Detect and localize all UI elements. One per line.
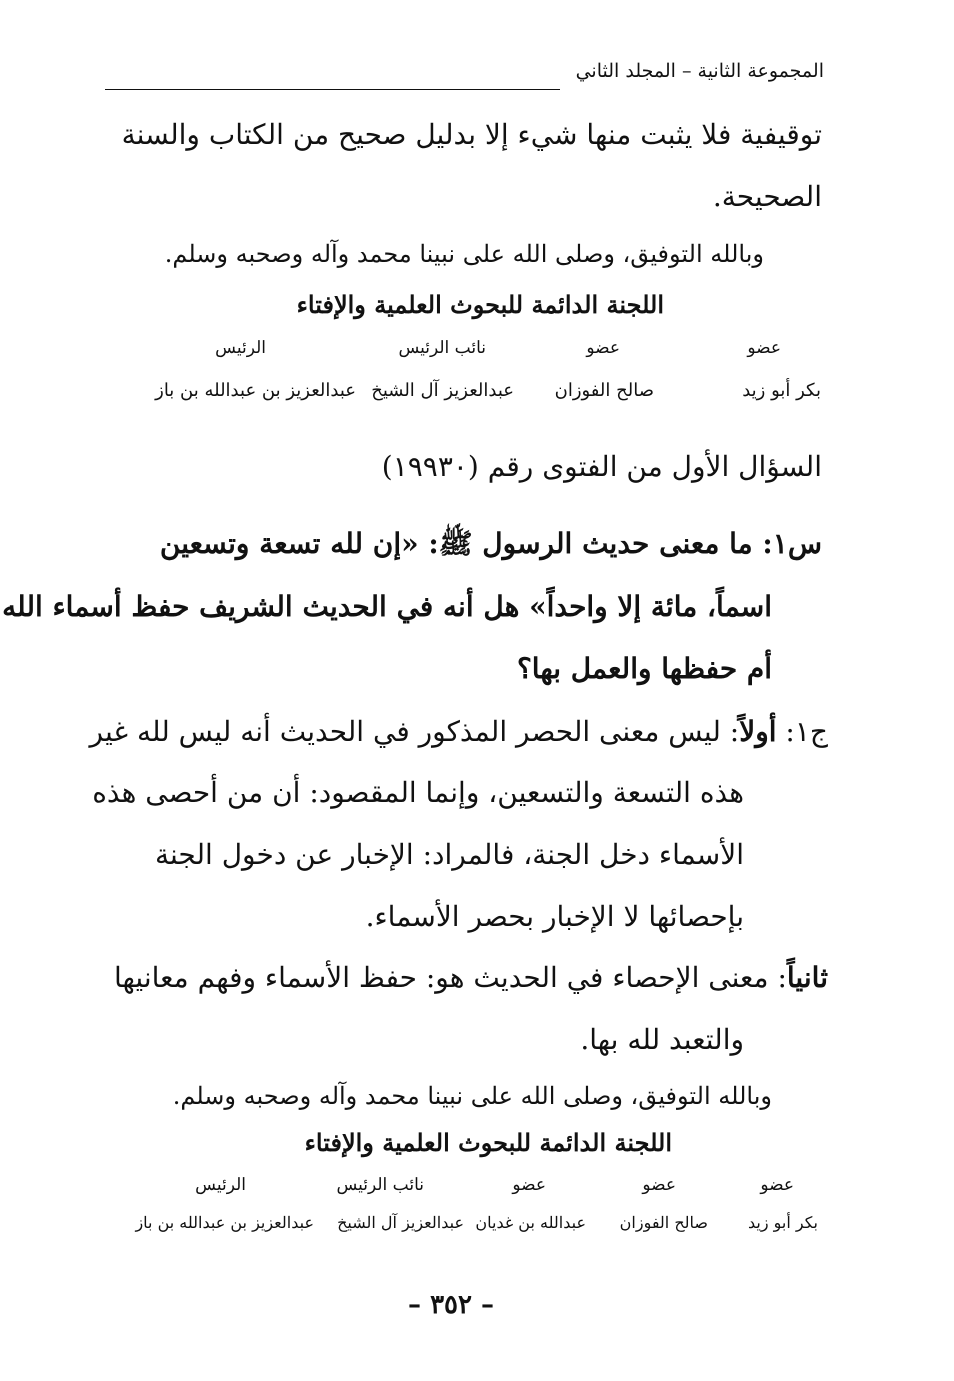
signature-role: عضو — [512, 1175, 546, 1195]
page-number: – ٣٥٢ – — [408, 1290, 495, 1320]
answer-line-4: بإحصائها لا الإخبار بحصر الأسماء. — [365, 900, 744, 933]
signature-name: عبدالعزيز آل الشيخ — [371, 380, 514, 401]
question-line-3: أم حفظها والعمل بها؟ — [516, 652, 772, 685]
fatwa-heading: السؤال الأول من الفتوى رقم (١٩٩٣٠) — [381, 450, 822, 483]
signature-name: عبدالله بن غديان — [475, 1213, 586, 1232]
signature-role: الرئيس — [215, 338, 266, 358]
signature-role: عضو — [642, 1175, 676, 1195]
signature-name: صالح الفوزان — [554, 380, 654, 401]
committee-title-2: اللجنة الدائمة للبحوث العلمية والإفتاء — [304, 1128, 672, 1157]
committee-title-1: اللجنة الدائمة للبحوث العلمية والإفتاء — [296, 290, 664, 319]
signature-name: عبدالعزيز بن عبدالله بن باز — [135, 1213, 314, 1232]
answer-line-6: والتعبد لله بها. — [580, 1023, 744, 1056]
signature-name: عبدالعزيز آل الشيخ — [337, 1213, 464, 1232]
signature-role: نائب الرئيس — [398, 338, 486, 358]
closing-line-2: وبالله التوفيق، وصلى الله على نبينا محمد وآله وصحبه وسلم. — [172, 1082, 772, 1110]
header-title: المجموعة الثانية – المجلد الثاني — [575, 60, 824, 82]
question-line-1: س١: ما معنى حديث الرسول ﷺ: «إن لله تسعة وتسعين — [159, 527, 822, 560]
answer-line-1 — [90, 715, 829, 748]
question-line-2: اسماً، مائة إلا واحداً» هل أنه في الحديث الشريف حفظ أسماء الله — [2, 590, 772, 623]
signature-role: عضو — [586, 338, 620, 358]
closing-line-1: وبالله التوفيق، وصلى الله على نبينا محمد وآله وصحبه وسلم. — [164, 240, 764, 268]
answer-line-3: الأسماء دخل الجنة، فالمراد: الإخبار عن دخول الجنة — [154, 838, 744, 871]
answer-line-1-text: : ليس معنى الحصر المذكور في الحديث أنه ليس لله غير — [89, 715, 740, 748]
running-header — [105, 58, 824, 94]
signature-name: بكر أبو زيد — [742, 380, 821, 401]
signature-role: الرئيس — [195, 1175, 246, 1195]
signature-name: صالح الفوزان — [619, 1213, 708, 1232]
signature-role: عضو — [760, 1175, 794, 1195]
signature-name: عبدالعزيز بن عبدالله بن باز — [155, 380, 356, 401]
second-point-label: ثانياً — [786, 961, 828, 994]
header-rule — [105, 89, 560, 90]
intro-line-1: توقيفية فلا يثبت منها شيء إلا بدليل صحيح من الكتاب والسنة — [121, 118, 822, 151]
answer-line-5-text: : معنى الإحصاء في الحديث هو: حفظ الأسماء وفهم معانيها — [113, 961, 787, 994]
answer-prefix: ج١: — [776, 715, 828, 748]
first-point-label: أولاً — [739, 715, 777, 748]
answer-line-2: هذه التسعة والتسعين، وإنما المقصود: أن من أحصى هذه — [92, 776, 744, 809]
signature-name: بكر أبو زيد — [747, 1213, 818, 1232]
signature-role: عضو — [747, 338, 781, 358]
signature-role: نائب الرئيس — [336, 1175, 424, 1195]
intro-line-2: الصحيحة. — [712, 180, 822, 213]
answer-line-5 — [114, 961, 828, 994]
